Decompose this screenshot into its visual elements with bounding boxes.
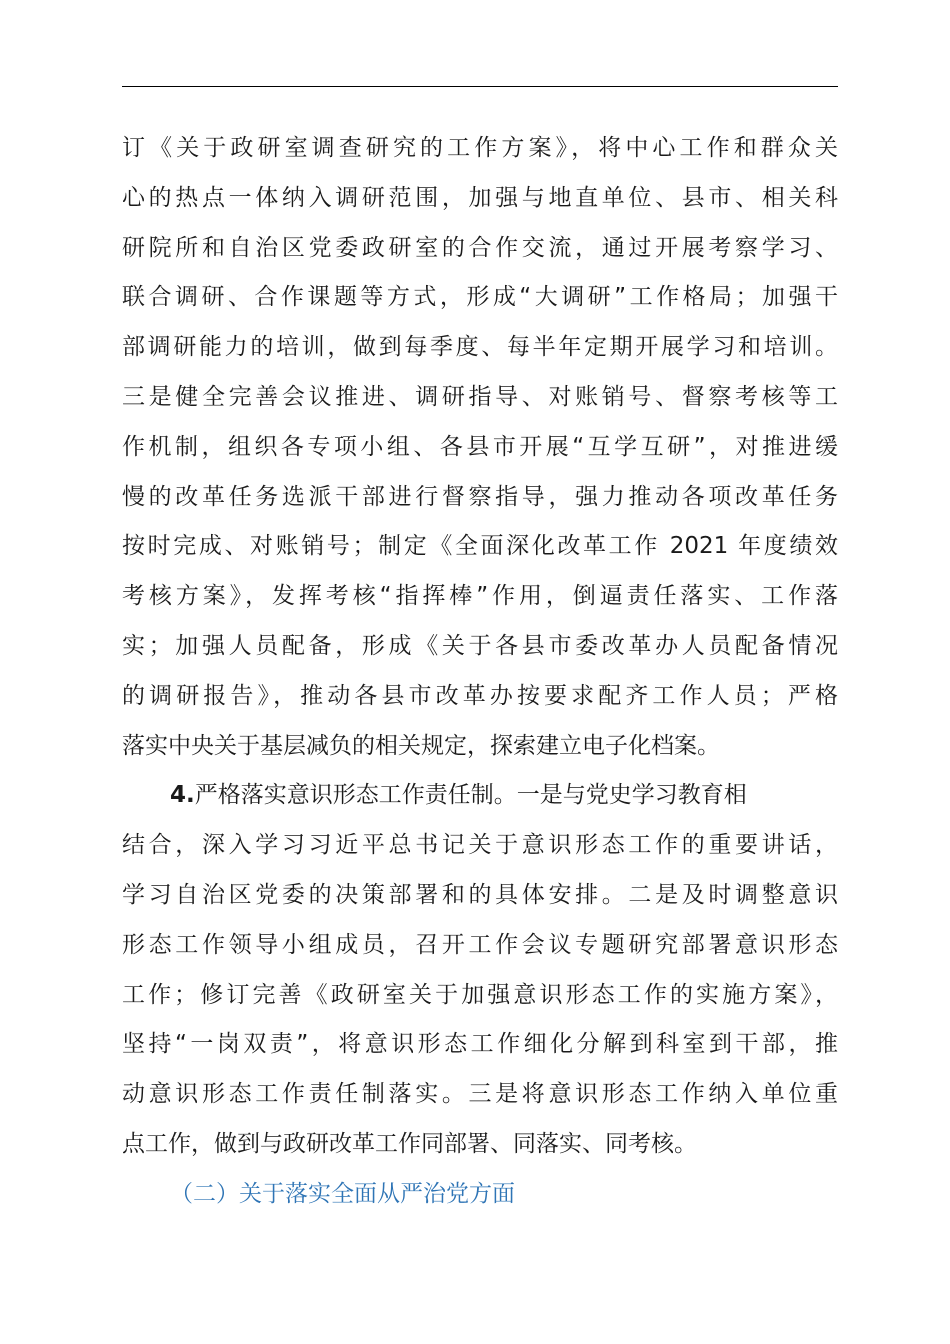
paragraph-line: 工作；修订完善《政研室关于加强意识形态工作的实施方案》， <box>122 981 838 1008</box>
paragraph-line: 订《关于政研室调查研究的工作方案》，将中心工作和群众关 <box>122 135 838 161</box>
paragraph-line: 联合调研、合作课题等方式，形成“大调研”工作格局；加强干 <box>122 284 838 311</box>
paragraph-line: 形态工作领导小组成员，召开工作会议专题研究部署意识形态 <box>122 931 838 958</box>
item-4-number: 4. <box>170 782 195 809</box>
paragraph-line: 结合，深入学习习近平总书记关于意识形态工作的重要讲话， <box>122 832 838 859</box>
paragraph-line: 坚持“一岗双责”，将意识形态工作细化分解到科室到干部，推 <box>122 1031 838 1058</box>
paragraph-line: 考核方案》，发挥考核“指挥棒”作用，倒逼责任落实、工作落 <box>122 583 838 610</box>
item-4-first-line <box>122 771 838 821</box>
paragraph-line: 的调研报告》，推动各县市改革办按要求配齐工作人员；严格 <box>122 682 838 709</box>
paragraph-line: 研院所和自治区党委政研室的合作交流，通过开展考察学习、 <box>122 234 838 261</box>
paragraph-line: 点工作，做到与政研改革工作同部署、同落实、同考核。 <box>122 1130 697 1157</box>
paragraph-line: 部调研能力的培训，做到每季度、每半年定期开展学习和培训。 <box>122 334 838 361</box>
header-rule <box>122 86 838 87</box>
section-heading: （二）关于落实全面从严治党方面 <box>170 1180 515 1207</box>
paragraph-line: 慢的改革任务选派干部进行督察指导，强力推动各项改革任务 <box>122 483 838 510</box>
paragraph-line: 三是健全完善会议推进、调研指导、对账销号、督察考核等工 <box>122 383 838 410</box>
paragraph-line: 作机制，组织各专项小组、各县市开展“互学互研”，对推进缓 <box>122 433 838 460</box>
item-4-text: 严格落实意识形态工作责任制。一是与党史学习教育相 <box>194 782 747 809</box>
document-body <box>122 124 838 1220</box>
paragraph-line: 学习自治区党委的决策部署和的具体安排。二是及时调整意识 <box>122 881 838 908</box>
paragraph-line: 按时完成、对账销号；制定《全面深化改革工作 2021 年度绩效 <box>122 533 838 560</box>
paragraph-line: 实；加强人员配备，形成《关于各县市委改革办人员配备情况 <box>122 632 838 659</box>
paragraph-line: 落实中央关于基层减负的相关规定，探索建立电子化档案。 <box>122 732 720 759</box>
paragraph-line: 心的热点一体纳入调研范围，加强与地直单位、县市、相关科 <box>122 184 838 211</box>
paragraph-line: 动意识形态工作责任制落实。三是将意识形态工作纳入单位重 <box>122 1081 838 1108</box>
